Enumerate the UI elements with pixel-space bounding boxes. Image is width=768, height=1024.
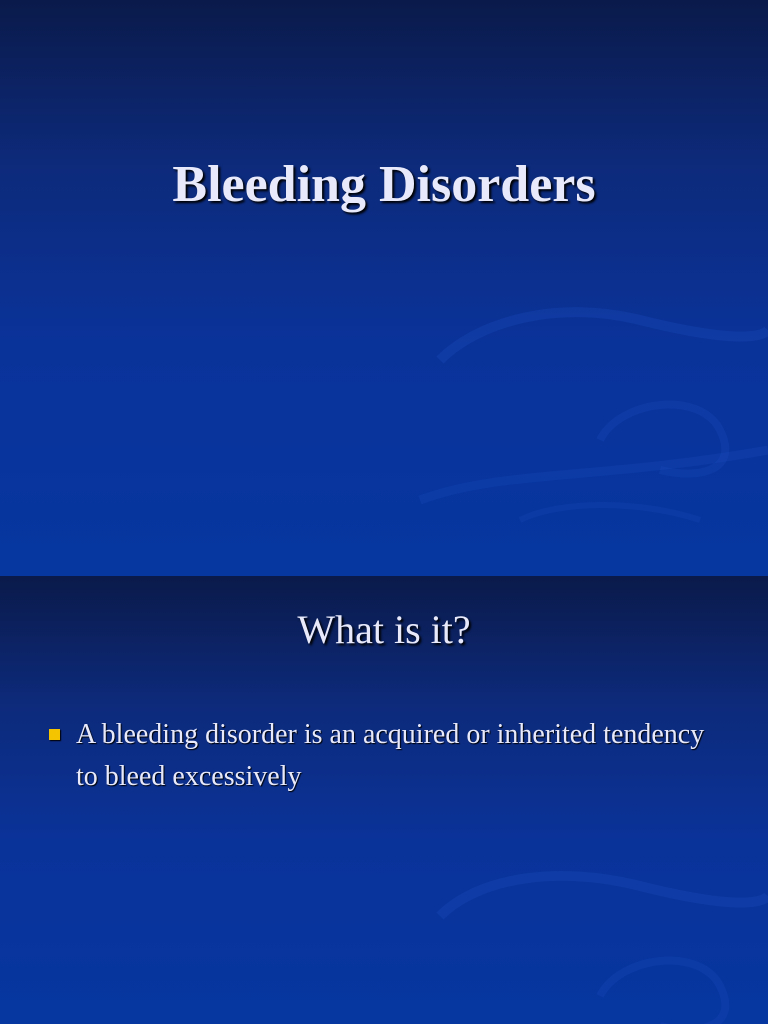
slide-title: Bleeding Disorders	[172, 156, 596, 213]
bullet-list	[46, 714, 726, 798]
slide-title: What is it?	[297, 607, 471, 652]
bullet-item	[46, 714, 726, 798]
square-bullet-icon	[49, 729, 60, 740]
bullet-text: A bleeding disorder is an acquired or inherited tendency to bleed excessively	[76, 719, 705, 792]
slide-2	[0, 576, 768, 1024]
